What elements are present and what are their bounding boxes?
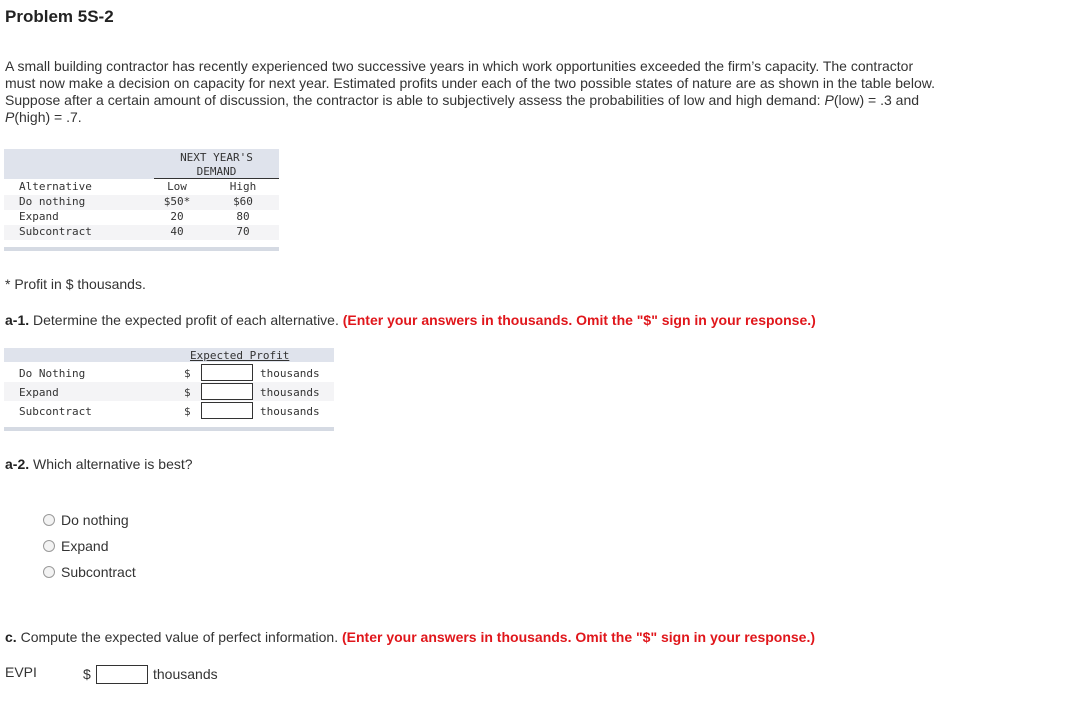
question-a2-text: Which alternative is best?: [29, 456, 193, 472]
table-header-row: [4, 180, 279, 195]
radio-label[interactable]: Subcontract: [61, 564, 136, 580]
group-header-2: DEMAND: [196, 165, 237, 178]
row-low: 40: [170, 225, 184, 238]
best-alternative-radio-group: [43, 507, 136, 585]
answer-row-label: Subcontract: [19, 405, 92, 418]
evpi-currency-symbol: $: [83, 666, 91, 682]
subcontract-expected-profit-input[interactable]: [201, 402, 253, 419]
table-bottom-rule: [4, 247, 279, 251]
radio-label[interactable]: Do nothing: [61, 512, 129, 528]
table-row: [4, 210, 279, 225]
row-alternative: Expand: [19, 210, 59, 223]
row-low: $50*: [163, 195, 191, 208]
row-low: 20: [170, 210, 184, 223]
currency-symbol: $: [184, 405, 191, 418]
unit-label: thousands: [260, 405, 320, 418]
question-c: [5, 629, 815, 645]
question-a2: [5, 456, 193, 472]
currency-symbol: $: [184, 386, 191, 399]
question-c-label: c.: [5, 629, 17, 645]
answer-row-do-nothing: [4, 363, 334, 382]
question-a1-instruction: (Enter your answers in thousands. Omit the "$" sign in your response.): [342, 312, 816, 328]
answer-bottom-rule: [4, 427, 334, 431]
answer-row-label: Expand: [19, 386, 59, 399]
table-row: [4, 225, 279, 240]
expand-expected-profit-input[interactable]: [201, 383, 253, 400]
question-a1-label: a-1.: [5, 312, 30, 328]
evpi-input[interactable]: [96, 665, 148, 684]
answer-row-expand: [4, 382, 334, 401]
radio-button[interactable]: [43, 514, 55, 526]
problem-intro: [5, 58, 940, 126]
unit-label: thousands: [260, 386, 320, 399]
currency-symbol: $: [184, 367, 191, 380]
radio-button[interactable]: [43, 566, 55, 578]
row-alternative: Subcontract: [19, 225, 92, 238]
problem-title: Problem 5S-2: [5, 7, 114, 26]
footnote: * Profit in $ thousands.: [5, 276, 146, 292]
answer-row-label: Do Nothing: [19, 367, 86, 380]
question-c-instruction: (Enter your answers in thousands. Omit the "$" sign in your response.): [341, 629, 816, 645]
intro-text: A small building contractor has recently experienced two successive years in which work opportunities exceeded the firm’s capacity. The contractor must now make a decision on capacity for next year. Estimated profits under each of the two possible states of nature are as shown in the table below. Suppose after a certain amount of discussion, the contractor is able to subjectively assess the probabilities of low and high demand:: [5, 58, 935, 108]
col-header-low: Low: [167, 180, 187, 193]
radio-option-subcontract[interactable]: [43, 559, 136, 585]
row-alternative: Do nothing: [19, 195, 86, 208]
question-a1-text: Determine the expected profit of each alternative.: [29, 312, 343, 328]
radio-option-do-nothing[interactable]: [43, 507, 136, 533]
radio-button[interactable]: [43, 540, 55, 552]
p-low-symbol: P: [824, 92, 834, 108]
col-header-alternative: Alternative: [19, 180, 92, 193]
expected-profit-table: [4, 348, 334, 432]
question-a2-label: a-2.: [5, 456, 30, 472]
group-header-1: NEXT YEAR'S: [180, 151, 253, 164]
group-header-underline: [154, 178, 279, 179]
p-low-text: (low) = .3 and: [833, 92, 920, 108]
profit-table: [4, 149, 279, 252]
radio-option-expand[interactable]: [43, 533, 136, 559]
question-c-text: Compute the expected value of perfect information.: [16, 629, 342, 645]
p-high-text: (high) = .7.: [14, 109, 82, 125]
p-high-symbol: P: [5, 109, 15, 125]
evpi-label: EVPI: [5, 664, 37, 680]
expected-profit-header: Expected Profit: [190, 349, 290, 362]
evpi-unit-label: thousands: [153, 666, 218, 682]
answer-row-subcontract: [4, 401, 334, 420]
row-high: 70: [236, 225, 250, 238]
row-high: 80: [236, 210, 250, 223]
col-header-high: High: [229, 180, 257, 193]
radio-label[interactable]: Expand: [61, 538, 109, 554]
row-high: $60: [233, 195, 253, 208]
do-nothing-expected-profit-input[interactable]: [201, 364, 253, 381]
question-a1: [5, 312, 816, 328]
table-row: [4, 195, 279, 210]
unit-label: thousands: [260, 367, 320, 380]
